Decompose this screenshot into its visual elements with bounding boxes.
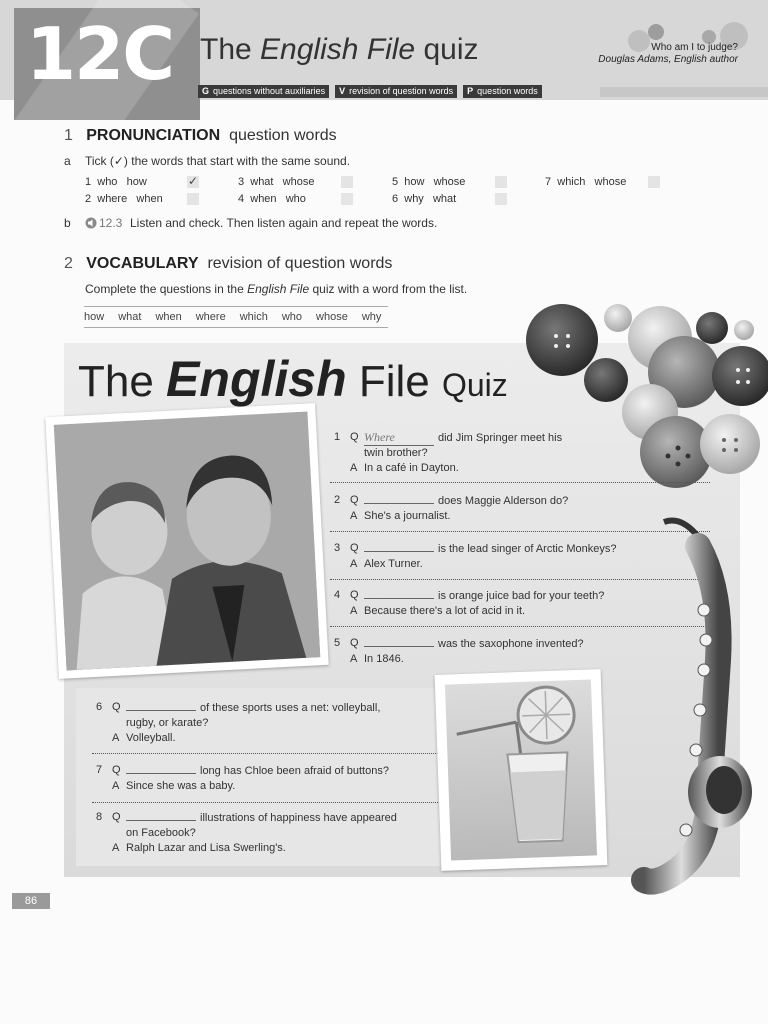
section1-a-instruction: Tick (✓) the words that start with the same sound. bbox=[85, 154, 351, 168]
answer-blank[interactable] bbox=[364, 493, 434, 504]
audio-icon[interactable] bbox=[85, 216, 97, 234]
orange-juice-photo bbox=[435, 669, 608, 871]
section2-heading bbox=[64, 255, 392, 273]
pair-7: 7 which whose bbox=[545, 176, 627, 188]
section2-subtitle: revision of question words bbox=[207, 255, 393, 272]
section1-number: 1 bbox=[64, 127, 73, 144]
question-8: 8 Q illustrations of happiness have appeared on Facebook? A Ralph Lazar and Lisa Swerling's. bbox=[96, 811, 397, 854]
lesson-title-part2: quiz bbox=[415, 33, 479, 66]
section2-title: VOCABULARY bbox=[86, 255, 199, 272]
twins-photo bbox=[45, 403, 328, 679]
word-list bbox=[84, 306, 388, 328]
section2-instruction: Complete the questions in the English File quiz with a word from the list. bbox=[85, 282, 468, 296]
word-list-item: when bbox=[155, 311, 182, 323]
tag-grammar: G questions without auxiliaries bbox=[198, 85, 329, 98]
divider bbox=[92, 802, 452, 803]
tick-mark: ✓ bbox=[188, 174, 199, 188]
quote bbox=[560, 42, 738, 66]
word-list-item: which bbox=[239, 311, 268, 323]
word-list-item: what bbox=[118, 311, 142, 323]
tick-box-3[interactable] bbox=[341, 176, 353, 188]
tick-box-6[interactable] bbox=[495, 193, 507, 205]
word-list-item: who bbox=[281, 311, 303, 323]
section1-subtitle: question words bbox=[229, 127, 337, 144]
pair-3: 3 what whose bbox=[238, 176, 315, 188]
answer-blank[interactable] bbox=[364, 588, 434, 599]
divider bbox=[330, 482, 710, 483]
answer-blank[interactable] bbox=[126, 810, 196, 821]
word-list-item: how bbox=[84, 311, 105, 323]
audio-track: 12.3 bbox=[99, 216, 123, 230]
question-5: 5 Q was the saxophone invented? A In 1846. bbox=[334, 637, 584, 665]
question-1: 1 Q Where did Jim Springer meet his twin brother? A In a café in Dayton. bbox=[334, 430, 563, 474]
tag-vocabulary: V revision of question words bbox=[335, 85, 457, 98]
answer-blank[interactable] bbox=[126, 763, 196, 774]
answer-blank[interactable] bbox=[364, 541, 434, 552]
tick-box-7[interactable] bbox=[648, 176, 660, 188]
question-3: 3 Q is the lead singer of Arctic Monkeys? A Alex Turner. bbox=[334, 542, 617, 570]
word-list-item: where bbox=[195, 311, 226, 323]
pair-4: 4 when who bbox=[238, 193, 306, 205]
lesson-title bbox=[200, 33, 478, 67]
section1-b-label: b bbox=[64, 216, 71, 230]
pair-5: 5 how whose bbox=[392, 176, 466, 188]
tick-box-1[interactable] bbox=[187, 176, 199, 188]
tick-box-2[interactable] bbox=[187, 193, 199, 205]
pair-6: 6 why what bbox=[392, 193, 457, 205]
page-number: 86 bbox=[12, 893, 50, 909]
answer-blank[interactable] bbox=[364, 636, 434, 647]
section2-number: 2 bbox=[64, 255, 73, 272]
tag-pronunciation: P question words bbox=[463, 85, 542, 98]
quote-author: Douglas Adams, English author bbox=[598, 54, 738, 65]
tag-bar-decoration bbox=[600, 87, 768, 97]
section1-title: PRONUNCIATION bbox=[86, 127, 221, 144]
divider bbox=[92, 753, 452, 754]
section1-b-instruction: Listen and check. Then listen again and repeat the words. bbox=[130, 216, 438, 230]
section1-heading bbox=[64, 127, 337, 145]
lesson-title-part1: The bbox=[200, 33, 261, 66]
pair-2: 2 where when bbox=[85, 193, 163, 205]
question-6: 6 Q of these sports uses a net: volleyball, rugby, or karate? A Volleyball. bbox=[96, 701, 381, 744]
pair-1: 1 who how bbox=[85, 176, 147, 188]
lesson-tags bbox=[198, 85, 542, 98]
unit-number: 12C bbox=[26, 12, 174, 96]
word-list-item: whose bbox=[316, 311, 348, 323]
answer-blank[interactable] bbox=[126, 700, 196, 711]
section1-a-label: a bbox=[64, 154, 71, 168]
answer-blank[interactable]: Where bbox=[364, 430, 434, 446]
question-2: 2 Q does Maggie Alderson do? A She's a journalist. bbox=[334, 494, 569, 522]
tick-box-4[interactable] bbox=[341, 193, 353, 205]
word-list-item: why bbox=[361, 311, 382, 323]
question-7: 7 Q long has Chloe been afraid of buttons? A Since she was a baby. bbox=[96, 764, 389, 792]
lesson-title-italic: English File bbox=[260, 33, 416, 66]
quiz-brand-title: The English File Quiz bbox=[78, 351, 508, 407]
tick-box-5[interactable] bbox=[495, 176, 507, 188]
saxophone-illustration bbox=[600, 510, 768, 910]
question-4: 4 Q is orange juice bad for your teeth? A Because there's a lot of acid in it. bbox=[334, 589, 605, 617]
quote-line: Who am I to judge? bbox=[651, 42, 738, 53]
